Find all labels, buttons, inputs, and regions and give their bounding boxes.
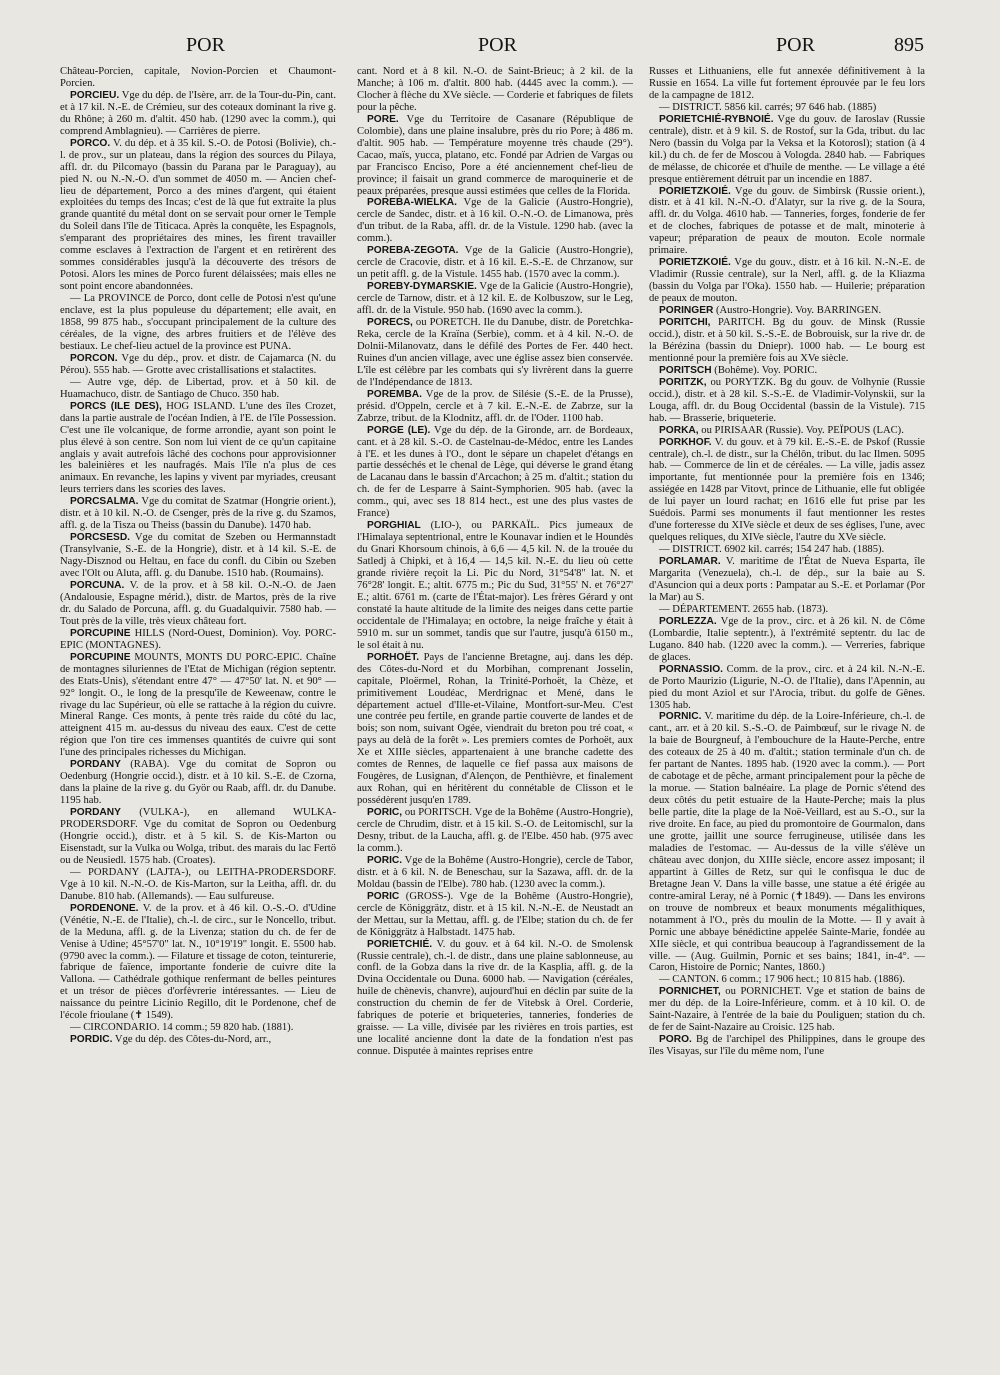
entry-headword: PORE. bbox=[367, 113, 399, 125]
entry-text: Pays de l'ancienne Bretagne, auj. dans les dép. des Côtes-du-Nord et du Morbihan, comprenant Josselin, capitale, Ploërmel, Rohan, la Trinité-Porhoët, la Chèze, et primitivement Loudéac, Merdrignac et Mené, dans le département actuel d'Ille-et-Vilaine, Montfort-sur-Meu. C'est une contrée peu fertile, en grande partie couverte de landes et de bois; son nom, suivant Ogée, viendrait du breton pou tré coat, « pays au delà de la forêt ». Les premiers comtes de Porhoët, aux Xe et XIIIe siècles, appartenaient à une branche cadette des comtes de Rennes, de laquelle ce fief passa aux maisons de Fougères, de Lusignan, d'Alençon, de Penthièvre, et finalement aux Rohan, qui en héritèrent du connétable de Clisson et le possédèrent jusqu'en 1789. bbox=[357, 651, 633, 807]
entry-text: Vge du dép., prov. et distr. de Cajamarca (N. du Pérou). 555 hab. — Grotte avec cristallisations et stalactites. bbox=[60, 352, 336, 376]
entry-text: — CIRCONDARIO. 14 comm.; 59 820 hab. (1881). bbox=[70, 1022, 294, 1034]
column-right bbox=[649, 66, 925, 1351]
entry-text: — CANTON. 6 comm.; 17 906 hect.; 10 815 hab. (1886). bbox=[659, 974, 906, 986]
entry-text: — DISTRICT. 6902 kil. carrés; 154 247 hab. (1885). bbox=[659, 544, 885, 556]
entry-headword: PORKHOF. bbox=[659, 436, 712, 448]
dictionary-entry bbox=[60, 90, 336, 138]
dictionary-entry bbox=[649, 425, 925, 437]
entry-headword: PORIC. bbox=[367, 854, 403, 866]
entry-headword: PORNICHET, bbox=[659, 986, 721, 998]
running-header bbox=[0, 34, 1000, 58]
entry-headword: PORCUPINE bbox=[70, 627, 131, 639]
entry-text: Vge de la Galicie (Austro-Hongrie), cercle de Tarnow, distr. et à 12 kil. E. de Kolbuszow, sur le Leg, affl. dr. de la Vistule. 950 hab. (1690 avec la comm.). bbox=[357, 281, 633, 317]
dictionary-entry bbox=[649, 305, 925, 317]
dictionary-entry bbox=[357, 939, 633, 1059]
entry-text: V. de la prov. et à 46 kil. O.-S.-O. d'Udine (Vénétie, N.-E. de l'Italie), ch.-l. de circ., sur le Noncello, tribut. de la Meduna, affl. g. de la Livenza; station du ch. de fer de Venise à Udine; 45°57'0" lat. N., 10°19'19" longit. E. 5500 hab. (9790 avec la comm.). — Filature et tissage de coton, teinturerie, fabrique de faïence, importante fonderie de cuivre dite la Vallona. — Cathédrale gothique renfermant de belles peintures et un trésor de pièces d'orfèvrerie intéressantes. — Lieu de naissance du peintre Licinio Regillo, dit le Pordenone, chef de l'école frioulane (✝ 1549). bbox=[60, 902, 336, 1022]
dictionary-entry bbox=[649, 544, 925, 556]
dictionary-entry bbox=[357, 114, 633, 198]
entry-headword: PORDANY bbox=[70, 759, 121, 771]
entry-headword: PORO. bbox=[659, 1034, 692, 1046]
entry-text: Bg de l'archipel des Philippines, dans le groupe des îles Visayas, sur l'île du même nom, l'une bbox=[649, 1034, 925, 1058]
entry-text: Vge de la Galicie (Austro-Hongrie), cercle de Cracovie, distr. et à 16 kil. E.-S.-E. de Chrzanow, sur un petit affl. g. de la Vistule. 1455 hab. (1570 avec la comm.). bbox=[357, 245, 633, 281]
entry-text: ou PORNICHET. Vge et station de bains de mer du dép. de la Loire-Inférieure, comm. et à 10 kil. O. de Saint-Nazaire, à l'entrée de la baie du Pouliguen; station du ch. de fer de Saint-Nazaire au Croisic. 125 hab. bbox=[649, 986, 925, 1034]
dictionary-entry bbox=[357, 425, 633, 521]
entry-headword: POREBA-ZEGOTA. bbox=[367, 245, 459, 257]
entry-headword: PORIETZKOIÉ. bbox=[659, 185, 731, 197]
entry-headword: PORDANY bbox=[70, 807, 121, 819]
entry-headword: PORCSALMA. bbox=[70, 496, 139, 508]
dictionary-entry bbox=[60, 293, 336, 353]
entry-text: (RABA). Vge du comitat de Sopron ou Oedenburg (Hongrie occid.), distr. et à 10 kil. S.-E. de Czorna, dans la plaine de la rive g. du Györ ou Raab, affl. dr. du Danube. 1195 hab. bbox=[60, 759, 336, 807]
header-center-word: POR bbox=[478, 34, 517, 56]
entry-text: Comm. de la prov., circ. et à 24 kil. N.-N.-E. de Porto Maurizio (Ligurie, N.-O. de l'Italie), dans l'Apennin, au pied du mont Aziol et sur l'Arocia, tribut. du golfe de Gênes. 1305 hab. bbox=[649, 663, 925, 711]
dictionary-entry bbox=[357, 389, 633, 425]
dictionary-entry bbox=[357, 520, 633, 651]
dictionary-entry bbox=[649, 377, 925, 425]
entry-text: V. maritime de l'État de Nueva Esparta, île Margarita (Venezuela), ch.-l. de dép., sur la baie au S. d'Asuncion qui a deux ports : Pampatar au S.-E. et Porlamar (Por la Mar) au S. bbox=[649, 556, 925, 603]
entry-headword: PORINGER bbox=[659, 305, 714, 317]
dictionary-entry bbox=[60, 1022, 336, 1034]
entry-headword: PORIETZKOIÉ. bbox=[659, 257, 731, 269]
dictionary-entry bbox=[649, 986, 925, 1034]
entry-text: — PORDANY (LAJTA-), ou LEITHA-PRODERSDORF. Vge à 10 kil. N.-N.-O. de Kis-Marton, sur la Leitha, affl. dr. du Danube. 810 hab. (Allemands). — Eau sulfureuse. bbox=[60, 866, 336, 902]
dictionary-entry bbox=[649, 317, 925, 365]
dictionary-entry bbox=[649, 556, 925, 604]
dictionary-entry bbox=[60, 66, 336, 90]
dictionary-entry bbox=[649, 616, 925, 664]
entry-headword: PORIETCHIÉ-RYBNOIÉ. bbox=[659, 113, 774, 125]
entry-headword: PORGHIAL bbox=[367, 520, 421, 532]
dictionary-entry bbox=[649, 257, 925, 305]
entry-text: (LIO-), ou PARKAÏL. Pics jumeaux de l'Himalaya septentrional, entre le Kounavar indien et le Houndès du Gnari Khorsoum chinois, à 6,6 — 4,5 kil. N. de la trouée du Satledj à Chipki, et à 16,4 — 14,5 kil. N.-E. du lieu où cette grande rivière reçoit la Li. Pic du Nord, 31°54'8" lat. N. et 76°28' longit. E.; altit. 6775 m.; Pic du Sud, 31°55' N. et 76°27' E.; altit. 6761 m. (carte de l'État-major). Les frères Gérard y ont constaté la haute altitude de la limite des neiges dans cette partie occidentale de l'Himalaya; en octobre, la neige fraîche y était à 5910 m. sur un sommet, tandis que sur l'autre, jusqu'à 6150 m., le sol était à nu. bbox=[357, 520, 633, 651]
entry-text: Vge du gouv. de Iaroslav (Russie centrale), distr. et à 9 kil. S. de Rostof, sur la Gda, tribut. du lac Nero (bassin du Volga par la Veksa et la Kotorosl); station (à 4 kil.) du ch. de fer de Moscou à Vologda. 2840 hab. — Fabriques de mélasse, de chicorée et d'huile de menthe. — Le village a été presque entièrement détruit par un incendie en 1887. bbox=[649, 113, 925, 185]
dictionary-entry bbox=[60, 401, 336, 497]
entry-text: Château-Porcien, capitale, Novion-Porcien et Chaumont-Porcien. bbox=[60, 66, 336, 89]
entry-text: ou PORETCH. Ile du Danube, distr. de Poretchka-Reka, cercle de la Kraïna (Serbie), comm. et à 4 kil. N.-O. de Dolnii-Milanovatz, dans le défilé des Portes de Fer. 440 hect. Ruines d'un ancien village, avec une église assez bien conservée. L'île est célèbre par les combats qui s'y livrèrent dans la guerre de l'Indépendance de 1813. bbox=[357, 317, 633, 388]
header-right-word: POR bbox=[776, 34, 815, 56]
entry-headword: POREBA-WIELKA. bbox=[367, 197, 457, 209]
entry-headword: PORDIC. bbox=[70, 1034, 113, 1046]
entry-text: HILLS (Nord-Ouest, Dominion). Voy. PORC-EPIC (MONTAGNES). bbox=[60, 627, 336, 651]
entry-headword: POREBY-DYMARSKIE. bbox=[367, 281, 477, 293]
dictionary-entry bbox=[357, 855, 633, 891]
entry-text: Russes et Lithuaniens, elle fut annexée définitivement à la Russie en 1654. La ville fut fortement éprouvée par le feu lors de la campagne de 1812. bbox=[649, 66, 925, 101]
entry-text: V. maritime du dép. de la Loire-Inférieure, ch.-l. de cant., arr. et à 20 kil. S.-S.-O. de Paimbœuf, sur le rivage N. de la baie de Bourgneuf, à l'embouchure de la Haute-Perche, entre des coteaux de 25 à 40 m. d'altit.; station terminale d'un ch. de fer partant de Nantes. 1895 hab. (1920 avec la comm.). — Port de cabotage et de pêche, armant principalement pour la pêche de la morue. — Station balnéaire. La plage de Pornic s'étend des deux côtés du petit estuaire de la Haute-Perche; mais la plus belle partie, dite la plage de la Noë-Veillard, est au S.-O., sur la rive droite. En face, au pied du promontoire de Gourmalon, dans une grotte, jaillit une source ferrugineuse, utilisée dans les maladies de l'estomac. — Au-dessus de la ville s'élève un château avec donjon, du XIIIe siècle, encore assez imposant; il appartint à Gilles de Retz, sur qui le confisqua le duc de Bretagne Jean V. Dans la ville basse, une statue a été érigée au contre-amiral Leray, né à Pornic (✝1849). — Dans les environs on trouve de nombreux et beaux monuments mégalithiques, notamment à l'O., près du moulin de la Motte. — Il y avait à Pornic une abbaye bénédictine appelée Sainte-Marie, fondée au XIIe siècle, et qui contribua beaucoup à l'agrandissement de la ville. — (Aug. Guilmin, Pornic et ses bains; 1841, in-4°. — Caron, Histoire de Pornic; Nantes, 1860.) bbox=[649, 711, 925, 974]
entry-text: ou PIRISAAR (Russie). Voy. PEÏPOUS (LAC). bbox=[701, 424, 904, 436]
entry-headword: PORECS, bbox=[367, 317, 413, 329]
entry-text: V. du gouv. et à 64 kil. N.-O. de Smolensk (Russie centrale), ch.-l. de distr., dans une plaine sablonneuse, au confl. de la Gobza dans la rive dr. de la Kasplia, affl. g. de la Dvina Occidentale ou Duna. 6000 hab. — Navigation (céréales, huile de chènevis, chanvre), aujourd'hui en déclin par suite de la construction du chemin de fer de Vitebsk à Orel. Corderie, fabriques de poterie et briqueteries, tanneries, fonderies de graisse. — La ville, divisée par les rivières en trois parties, est une localité ancienne dont la date de la fondation n'est pas connue. Disputée à maintes reprises entre bbox=[357, 938, 633, 1058]
entry-text: Vge de la Galicie (Austro-Hongrie), cercle de Sandec, distr. et à 16 kil. O.-N.-O. de Limanowa, près d'un tribut. de la Raba, affl. dr. de la Vistule. 1290 hab. (avec la comm.). bbox=[357, 197, 633, 245]
entry-text: PARITCH. Bg du gouv. de Minsk (Russie occid.), distr. et à 50 kil. S.-S.-E. de Bobrouisk, sur la rive dr. de la Bérézina (bassin du Dniepr). 1000 hab. — Le bourg est mentionné pour la première fois au XVe siècle. bbox=[649, 317, 925, 364]
entry-text: Vge du Territoire de Casanare (République de Colombie), dans une plaine insalubre, près du rio Pore; à 486 m. d'altit. 905 hab. — Température moyenne très chaude (29°). Cacao, maïs, yucca, platano, etc. Fondé par Adrien de Vargas ou par Francisco Enciso, Pore a été anciennement chef-lieu de province; il faisait un grand commerce de maroquinerie et de peaux préparées, presque aussi estimées que celles de la Florida. bbox=[357, 113, 633, 197]
entry-text: ou PORITSCH. Vge de la Bohême (Austro-Hongrie), cercle de Chrudim, distr. et à 15 kil. S.-O. de Leitomischl, sur la Desny, tribut. de la Laucha, affl. g. de l'Elbe. 450 hab. (975 avec la comm.). bbox=[357, 807, 633, 854]
entry-text: HOG ISLAND. L'une des îles Crozet, dans la partie australe de l'océan Indien, à l'E. de l'île Possession. C'est une île volcanique, de forme arrondie, ayant son point le plus élevé à son centre. Son nom lui vient de ce qu'un capitaine anglais y avait autrefois lâché des cochons pour approvisionner les baleinières et les naufragés. Mais l'île n'a plus de ces animaux. En revanche, les lapins y vivent par myriades, creusant leurs terriers dans les scories des laves. bbox=[60, 400, 336, 496]
dictionary-entry bbox=[649, 114, 925, 186]
entry-headword: PORLEZZA. bbox=[659, 615, 717, 627]
entry-headword: PORIC, bbox=[367, 807, 403, 819]
entry-text: Vge du dép. des Côtes-du-Nord, arr., bbox=[114, 1034, 272, 1046]
dictionary-entry bbox=[60, 532, 336, 580]
entry-text: (Bohême). Voy. PORIC. bbox=[714, 364, 818, 376]
entry-headword: PORIETCHIÉ. bbox=[367, 938, 433, 950]
entry-text: — DISTRICT. 5856 kil. carrés; 97 646 hab. (1885) bbox=[659, 101, 877, 113]
column-middle bbox=[357, 66, 633, 1351]
entry-text: V. du gouv. et à 79 kil. E.-S.-E. de Pskof (Russie centrale), ch.-l. de distr., sur la Chélôn, tribut. du lac Ilmen. 5095 hab. — Commerce de lin et de céréales. — La ville, jadis assez importante, fut mentionnée pour la première fois en 1346; assiégée en 1428 par Vitovt, prince de Lithuanie, elle fut obligée de lui payer un lourd rachat; en 1616 elle fut prise par les Suédois. Parmi ses monuments il faut mentionner les restes d'une forteresse du XIVe siècle et deux de ses églises, l'une, avec quelques reliques, du XIVe siècle, l'autre du XVe siècle. bbox=[649, 436, 925, 544]
column-left bbox=[60, 66, 336, 1351]
entry-text: V. de la prov. et à 58 kil. O.-N.-O. de Jaen (Andalousie, Espagne mérid.), distr. de Martos, près de la rive dr. du Salado de Porcuna, affl. g. du Guadalquivir. 7580 hab. — Tout près de la ville, très vieux château fort. bbox=[60, 579, 336, 627]
entry-headword: PORITSCH bbox=[659, 364, 712, 376]
dictionary-entry bbox=[357, 807, 633, 855]
entry-text: Vge de la Bohême (Austro-Hongrie), cercle de Tabor, distr. et à 6 kil. N. de Beneschau, sur la Sazawa, affl. dr. de la Moldau (bassin de l'Elbe). 780 hab. (1230 avec la comm.). bbox=[357, 854, 633, 890]
dictionary-entry bbox=[60, 1034, 336, 1046]
entry-text: (VULKA-), en allemand WULKA-PRODERSDORF. Vge du comitat de Sopron ou Oedenburg (Hongrie occid.), distr. et à 5 kil. S. de Kis-Marton ou Eisenstadt, sur la Vulka ou Wolga, tribut. des marais du lac Fertö ou de Neusiedl. 1575 hab. (Croates). bbox=[60, 807, 336, 866]
dictionary-entry bbox=[357, 652, 633, 807]
entry-headword: PORNASSIO. bbox=[659, 663, 723, 675]
dictionary-entry bbox=[649, 186, 925, 258]
entry-text: cant. Nord et à 8 kil. N.-O. de Saint-Brieuc; à 2 kil. de la Manche; à 106 m. d'altit. 800 hab. (4445 avec la comm.). — Clocher à flèche du XVe siècle. — Corderie et fabriques de filets pour la pêche. bbox=[357, 66, 633, 113]
dictionary-entry bbox=[649, 711, 925, 974]
entry-headword: PORCSESD. bbox=[70, 532, 131, 544]
dictionary-entry bbox=[357, 317, 633, 389]
entry-headword: PORLAMAR. bbox=[659, 556, 721, 568]
dictionary-entry bbox=[60, 377, 336, 401]
entry-headword: PORHOËT. bbox=[367, 651, 420, 663]
dictionary-entry bbox=[60, 759, 336, 807]
dictionary-entry bbox=[649, 102, 925, 114]
dictionary-entry bbox=[60, 807, 336, 867]
entry-headword: PORITCHI, bbox=[659, 317, 711, 329]
entry-text: — Autre vge, dép. de Libertad, prov. et à 50 kil. de Huamachuco, distr. de Santiago de Chuco. 350 hab. bbox=[60, 376, 336, 400]
entry-headword: PORGE (LE). bbox=[367, 424, 431, 436]
dictionary-entry bbox=[357, 891, 633, 939]
dictionary-entry bbox=[649, 66, 925, 102]
dictionary-entry bbox=[649, 365, 925, 377]
entry-headword: PORCO. bbox=[70, 137, 111, 149]
dictionary-entry bbox=[649, 974, 925, 986]
entry-headword: PORKA, bbox=[659, 424, 699, 436]
dictionary-entry bbox=[60, 628, 336, 652]
dictionary-entry bbox=[649, 664, 925, 712]
entry-text: Vge du dép. de la Gironde, arr. de Bordeaux, cant. et à 28 kil. S.-O. de Castelnau-de-Médoc, entre les Landes à l'E. et les dunes à l'O., dont le sépare un chapelet d'étangs en partie desséchés et le chenal de Lège, qui déverse le grand étang de Lacanau dans le bassin d'Arcachon; à 25 m. d'altit.; station du ch. de fer de Lesparre à Saint-Symphorien. 905 hab. (avec la comm., qui, avec ses 18 814 hect., est une des plus vastes de France) bbox=[357, 424, 633, 520]
entry-headword: PORITZK, bbox=[659, 376, 707, 388]
entry-headword: PORIC bbox=[367, 890, 400, 902]
entry-headword: PORCUPINE bbox=[70, 651, 131, 663]
entry-headword: PORCIEU. bbox=[70, 89, 120, 101]
page-number: 895 bbox=[894, 34, 924, 56]
entry-text: — DÉPARTEMENT. 2655 hab. (1873). bbox=[659, 603, 829, 615]
dictionary-entry bbox=[649, 604, 925, 616]
header-left-word: POR bbox=[186, 34, 225, 56]
dictionary-entry bbox=[60, 652, 336, 760]
entry-text: ou PORYTZK. Bg du gouv. de Volhynie (Russie occid.), distr. et à 28 kil. S.-S.-E. de Vladimir-Volynskii, sur la Louga, affl. dr. du Boug Occidental (bassin de la Vistule). 715 hab. — Brasserie, briqueterie. bbox=[649, 376, 925, 424]
dictionary-entry bbox=[60, 580, 336, 628]
entry-text: Vge de la prov., circ. et à 26 kil. N. de Côme (Lombardie, Italie septentr.), à l'extrémité septentr. du lac de Lugano. 840 hab. (1220 avec la comm.). — Verreries, fabrique de glaces. bbox=[649, 615, 925, 663]
dictionary-entry bbox=[357, 197, 633, 245]
entry-text: Vge du dép. de l'Isère, arr. de la Tour-du-Pin, cant. et à 17 kil. N.-E. de Crémieu, sur des coteaux dominant la rive g. du Rhône; à 260 m. d'altit. 450 hab. (1290 avec la comm.), qui comprend Amblagnieu). — Carrières de pierre. bbox=[60, 89, 336, 137]
entry-text: (Austro-Hongrie). Voy. BARRINGEN. bbox=[716, 305, 882, 317]
entry-text: Vge du comitat de Szatmar (Hongrie orient.), distr. et à 10 kil. N.-O. de Csenger, près de la rive g. du Szamos, affl. g. de la Tisza ou Theiss (bassin du Danube). 1470 hab. bbox=[60, 496, 336, 532]
dictionary-entry bbox=[60, 903, 336, 1023]
entry-text: Vge de la prov. de Silésie (S.-E. de la Prusse), présid. d'Oppeln, cercle et à 7 kil. E.-N.-E. de Zabrze, sur la Zabrze, tribut. de la Klodnitz, affl. dr. de l'Oder. 1100 hab. bbox=[357, 388, 633, 424]
entry-headword: PORCS (ILE DES), bbox=[70, 400, 162, 412]
dictionary-entry bbox=[649, 437, 925, 545]
dictionary-entry bbox=[649, 1034, 925, 1058]
dictionary-entry bbox=[357, 66, 633, 114]
entry-headword: PORNIC. bbox=[659, 711, 702, 723]
dictionary-entry bbox=[357, 281, 633, 317]
entry-text: Vge du gouv. de Simbirsk (Russie orient.), distr. et à 41 kil. N.-N.-O. d'Alatyr, sur la rive g. de la Soura, affl. dr. du Volga. 4610 hab. — Tanneries, forges, fonderie de fer et de cloches, fabriques de potasse et de malt, minoterie à vapeur; préparation de peaux de mouton. Ecole normale primaire. bbox=[649, 185, 925, 257]
dictionary-entry bbox=[357, 245, 633, 281]
entry-headword: PORCUNA. bbox=[70, 579, 125, 591]
entry-text: V. du dép. et à 35 kil. S.-O. de Potosi (Bolivie), ch.-l. de prov., sur un plateau, dans la région des sources du Pilaya, affl. dr. du Pilcomayo (bassin du Parana par le Paraguay), au pied N. ou N.-N.-O. d'un sommet de 4050 m. — Ancien chef-lieu de département, Porco a des mines d'argent, qui étaient exploitées du temps des Incas; c'est de là que fut extraite la plus grande quantité du métal dont on se servait pour orner le Temple du Soleil dans l'île de Titicaca. Après la conquête, les Espagnols, s'emparant des propriétaires des mines, les firent travailler comme esclaves à l'extraction de l'argent et en retirèrent des sommes considérables jusqu'à la découverte des trésors de Potosi. Alors les mines de Porco furent délaissées; mais elles ne sont point encore abandonnées. bbox=[60, 137, 336, 293]
entry-text: Vge du gouv., distr. et à 16 kil. N.-N.-E. de Vladimir (Russie centrale), sur la Nerl, affl. g. de la Kliazma (bassin du Volga par l'Oka). 1550 hab. — Huilerie; préparation de peaux de mouton. bbox=[649, 257, 925, 305]
entry-headword: PORDENONE. bbox=[70, 902, 139, 914]
entry-headword: PORCON. bbox=[70, 352, 118, 364]
entry-text: (GROSS-). Vge de la Bohême (Austro-Hongrie), cercle de Königgrätz, distr. et à 15 kil. N.-N.-E. de Neustadt an der Mettau, sur la Mettau, affl. g. de l'Elbe; station du ch. de fer de Königgrätz à Halbstadt. 1475 hab. bbox=[357, 890, 633, 938]
entry-text: — La PROVINCE de Porco, dont celle de Potosi n'est qu'une enclave, est la plus populeuse du département; elle avait, en 1858, 99 875 hab., s'occupant principalement de la culture des céréales, de la vigne, des arbres fruitiers et de l'élève des bestiaux. Le chef-lieu actuel de la province est PUNA. bbox=[60, 293, 336, 352]
entry-text: MOUNTS, MONTS DU PORC-EPIC. Chaîne de montagnes siluriennes de l'Etat de Michigan (région septentr. des Etats-Unis), s'étendant entre 47° — 47°50' lat. N. et 90° — 92° longit. O., le long de la presqu'île de Keweenaw, contre le rivage du lac Supérieur, où elle se rattache à la région du cuivre. Mineral Range. Ces monts, à pente très raide du côté du lac, atteignent 415 m. au-dessus du niveau des eaux. C'est de cette région que l'on tire ces immenses quantités de cuivre qui sont l'une des principales richesses du Michigan. bbox=[60, 651, 336, 759]
dictionary-entry bbox=[60, 353, 336, 377]
dictionary-entry bbox=[60, 867, 336, 903]
dictionary-entry bbox=[60, 138, 336, 293]
dictionary-entry bbox=[60, 496, 336, 532]
entry-text: Vge du comitat de Szeben ou Hermannstadt (Transylvanie, S.-E. de la Hongrie), distr. et à 14 kil. S.-E. de Nagy-Disznod ou Heltau, en face du confl. du Cibin ou Szeben avec l'Olt ou Aluta, affl. g. du Danube. 1510 hab. (Roumains). bbox=[60, 532, 336, 580]
entry-headword: POREMBA. bbox=[367, 388, 422, 400]
